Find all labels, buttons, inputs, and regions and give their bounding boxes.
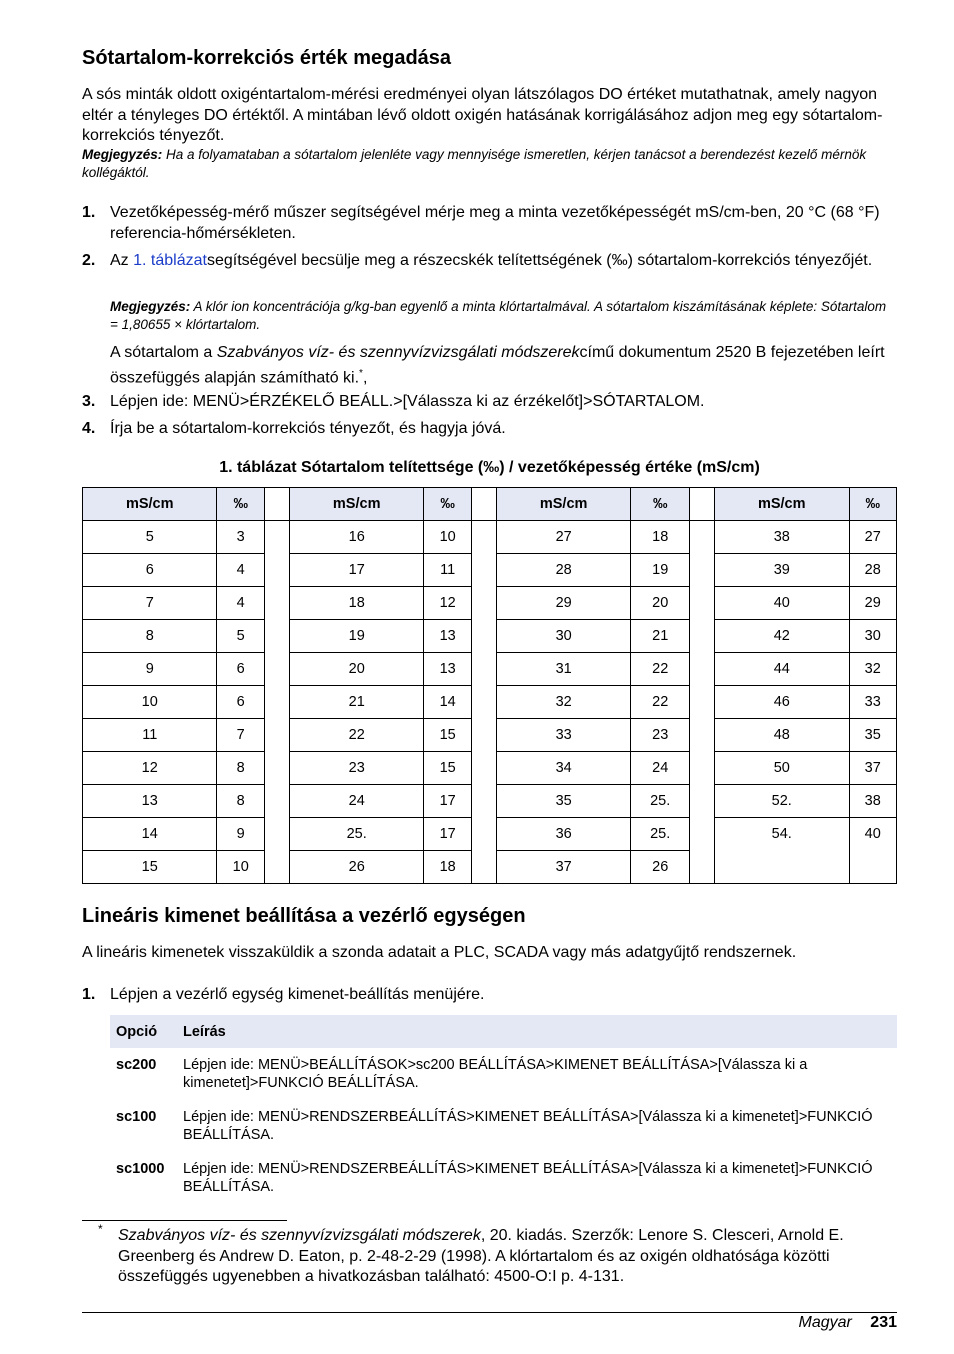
column-gap [690,653,715,686]
option-name: sc200 [116,1057,157,1073]
cell-ms: 23 [289,752,423,785]
column-gap [690,587,715,620]
cell-ms: 26 [289,851,423,884]
cell-permille: 19 [631,554,690,587]
step-2-note [110,298,897,334]
table-row [83,752,897,785]
column-gap [264,620,289,653]
cell-ms: 39 [715,554,849,587]
table-row [83,521,897,554]
cell-permille: 30 [849,620,897,653]
table-row [83,686,897,719]
cell-permille: 8 [217,785,264,818]
cell-permille: 15 [424,719,471,752]
linear-output-intro: A lineáris kimenetek visszaküldik a szonda adatait a PLC, SCADA vagy más adatgyűjtő rendszernek. [82,944,797,961]
cell-ms: 32 [496,686,630,719]
cell-ms: 16 [289,521,423,554]
cell-permille: 38 [849,785,897,818]
table-row [83,818,897,851]
cell-permille: 25. [631,785,690,818]
cell-ms: 28 [496,554,630,587]
cell-ms: 19 [289,620,423,653]
header-ms: mS/cm [496,488,630,521]
column-gap [690,620,715,653]
cell-ms: 7 [83,587,217,620]
cell-permille: 13 [424,620,471,653]
column-gap [690,785,715,818]
cell-permille: 8 [217,752,264,785]
cell-permille: 6 [217,686,264,719]
column-gap [690,554,715,587]
salinity-intro: A sós minták oldott oxigéntartalom-mérési eredményei olyan látszólagos DO értéket mutathatnak, amely nagyon eltér a tényleges DO értéktől. A mintában lévő oldott oxigén hatásának korrigálásához adjon meg egy sótartalom-korrekciós tényezőt. [82,86,883,144]
cell-permille: 9 [217,818,264,851]
cell-ms: 34 [496,752,630,785]
header-ms: mS/cm [289,488,423,521]
cell-permille: 20 [631,587,690,620]
column-gap [690,488,715,521]
column-gap [471,686,496,719]
cell-permille: 4 [217,554,264,587]
footnote-divider [82,1220,287,1221]
cell-permille: 21 [631,620,690,653]
cell-ms: 22 [289,719,423,752]
page-number: 231 [870,1314,897,1331]
column-gap [471,521,496,554]
column-gap [264,818,289,851]
footnote-text: , 20. kiadás. Szerzők: Lenore S. Clesceri, Arnold E. Greenberg és Andrew D. Eaton, p. 2-48-2-29 (1998). A klórtartalom és az oxigén oldhatósága közötti összefüggés ugyenebben a hivatkozásban található: 4500-O:I p. 4-131. [118,1227,844,1285]
step-number: 2. [82,252,96,269]
page-footer [798,1314,897,1332]
cell-ms: 13 [83,785,217,818]
option-name: sc100 [116,1109,157,1125]
header-permille: ‰ [849,488,897,521]
column-gap [690,686,715,719]
cell-permille: 22 [631,686,690,719]
cell-permille: 32 [849,653,897,686]
cell-permille: 33 [849,686,897,719]
column-gap [264,719,289,752]
cell-ms: 40 [715,587,849,620]
cell-ms: 21 [289,686,423,719]
column-gap [471,752,496,785]
cell-ms: 24 [289,785,423,818]
option-name: sc1000 [116,1161,165,1177]
cell-permille: 37 [849,752,897,785]
column-gap [690,851,715,884]
footnote-mark: * [98,1222,103,1236]
column-gap [264,521,289,554]
column-gap [471,488,496,521]
cell-permille: 18 [424,851,471,884]
table-row [83,653,897,686]
cell-ms: 42 [715,620,849,653]
step-2-paragraph [110,343,897,388]
cell-permille: 6 [217,653,264,686]
cell-ms: 14 [83,818,217,851]
cell-permille: 4 [217,587,264,620]
step-number: 3. [82,393,96,410]
cell-ms: 38 [715,521,849,554]
column-gap [471,719,496,752]
step-2-para-italic: Szabványos víz- és szennyvízvizsgálati módszerek [216,344,580,361]
header-option: Opció [110,1015,177,1048]
column-gap [471,587,496,620]
cell-permille: 5 [217,620,264,653]
column-gap [690,752,715,785]
step-2-para-end: , [362,368,368,386]
cell-ms: 20 [289,653,423,686]
table-1-caption: 1. táblázat Sótartalom telítettsége (‰) / vezetőképesség értéke (mS/cm) [219,459,760,476]
column-gap [471,785,496,818]
header-ms: mS/cm [715,488,849,521]
cell-permille: 22 [631,653,690,686]
cell-ms: 17 [289,554,423,587]
cell-ms: 48 [715,719,849,752]
column-gap [264,686,289,719]
column-gap [471,554,496,587]
step-number: 1. [82,986,96,1003]
section-title-salinity: Sótartalom-korrekciós érték megadása [82,47,452,69]
option-row-sc1000 [110,1152,897,1204]
cell-permille: 14 [424,686,471,719]
cell-permille: 17 [424,785,471,818]
note-text: Ha a folyamataban a sótartalom jelenléte vagy mennyisége ismeretlen, kérjen tanácsot a berendezést kezelő mérnök kollégáktól. [82,147,867,180]
cell-permille: 26 [631,851,690,884]
cell-ms [715,851,849,884]
step-2-para-post: című dokumentum 2520 B fejezetében leírt összefüggés alapján számítható ki. [110,344,885,386]
cell-ms: 33 [496,719,630,752]
footnote-italic: Szabványos víz- és szennyvízvizsgálati módszerek [118,1227,481,1244]
cell-ms: 52. [715,785,849,818]
cell-ms: 9 [83,653,217,686]
cell-ms: 8 [83,620,217,653]
cell-ms: 5 [83,521,217,554]
cell-ms: 18 [289,587,423,620]
cell-ms: 31 [496,653,630,686]
column-gap [471,851,496,884]
cell-permille: 15 [424,752,471,785]
cell-ms: 10 [83,686,217,719]
cell-ms: 29 [496,587,630,620]
step-2-post: segítségével becsülje meg a részecskék telítettségének (‰) sótartalom-korrekciós tényezőjét. [206,252,873,269]
table-row [83,554,897,587]
table-row [83,587,897,620]
cell-permille: 12 [424,587,471,620]
step-2-para-pre: A sótartalom a [110,344,217,361]
footnote-ref[interactable]: * [359,367,363,379]
note-text: A klór ion koncentrációja g/kg-ban egyenlő a minta klórtartalmával. A sótartalom kiszámításának képlete: Sótartalom = 1,80655 × klórtartalom. [110,299,887,332]
cell-ms: 37 [496,851,630,884]
header-permille: ‰ [217,488,264,521]
step-text [110,251,897,272]
column-gap [264,587,289,620]
cell-ms: 50 [715,752,849,785]
cell-ms: 12 [83,752,217,785]
cell-permille: 7 [217,719,264,752]
cell-permille: 11 [424,554,471,587]
cell-ms: 27 [496,521,630,554]
section-title-linear-output: Lineáris kimenet beállítása a vezérlő egységen [82,905,526,927]
cell-ms: 30 [496,620,630,653]
table-row [83,851,897,884]
column-gap [471,653,496,686]
option-description: Lépjen ide: MENÜ>RENDSZERBEÁLLÍTÁS>KIMENET BEÁLLÍTÁSA>[Válassza ki a kimenetet]>FUNKCIÓ BEÁLLÍTÁSA. [183,1161,873,1195]
option-row-sc100 [110,1100,897,1152]
header-ms: mS/cm [83,488,217,521]
footer-language: Magyar [798,1314,852,1331]
step-number: 1. [82,204,96,221]
column-gap [690,719,715,752]
cell-permille: 17 [424,818,471,851]
cell-permille [849,851,897,884]
cell-permille: 40 [849,818,897,851]
cell-ms: 35 [496,785,630,818]
option-row-sc200 [110,1048,897,1100]
footnote [118,1226,898,1288]
step-number: 4. [82,420,96,437]
column-gap [264,785,289,818]
header-description: Leírás [177,1015,897,1048]
cell-permille: 13 [424,653,471,686]
header-permille: ‰ [424,488,471,521]
cell-ms: 54. [715,818,849,851]
column-gap [264,851,289,884]
cell-ms: 6 [83,554,217,587]
option-description: Lépjen ide: MENÜ>BEÁLLÍTÁSOK>sc200 BEÁLLÍTÁSA>KIMENET BEÁLLÍTÁSA>[Válassza ki a kimenetet]>FUNKCIÓ BEÁLLÍTÁSA. [183,1057,808,1091]
column-gap [471,620,496,653]
cell-ms: 11 [83,719,217,752]
column-gap [690,521,715,554]
column-gap [264,752,289,785]
step-text: Vezetőképesség-mérő műszer segítségével mérje meg a minta vezetőképességét mS/cm-ben, 20 °C (68 °F) referencia-hőmérsékleten. [110,204,880,242]
note-label: Megjegyzés: [82,147,163,162]
table-1-link[interactable]: 1. táblázat [133,252,207,269]
cell-permille: 3 [217,521,264,554]
column-gap [264,488,289,521]
cell-permille: 23 [631,719,690,752]
salinity-note [82,146,897,182]
cell-ms: 15 [83,851,217,884]
options-header-row [110,1015,897,1048]
cell-permille: 10 [424,521,471,554]
table-row [83,620,897,653]
cell-ms: 36 [496,818,630,851]
column-gap [264,653,289,686]
cell-ms: 46 [715,686,849,719]
salinity-table [82,487,897,884]
header-permille: ‰ [631,488,690,521]
step-text: Lépjen a vezérlő egység kimenet-beállítás menüjére. [110,986,485,1003]
cell-ms: 44 [715,653,849,686]
table-row [83,719,897,752]
table-row [83,785,897,818]
cell-permille: 29 [849,587,897,620]
column-gap [690,818,715,851]
cell-permille: 35 [849,719,897,752]
step-text: Írja be a sótartalom-korrekciós tényezőt, és hagyja jóvá. [110,420,506,437]
column-gap [471,818,496,851]
options-table [110,1015,897,1204]
column-gap [264,554,289,587]
cell-permille: 28 [849,554,897,587]
footer-divider [82,1312,897,1313]
cell-permille: 10 [217,851,264,884]
cell-permille: 27 [849,521,897,554]
cell-permille: 24 [631,752,690,785]
step-2-pre: Az [110,252,134,269]
cell-permille: 18 [631,521,690,554]
cell-ms: 25. [289,818,423,851]
table-header-row [83,488,897,521]
option-description: Lépjen ide: MENÜ>RENDSZERBEÁLLÍTÁS>KIMENET BEÁLLÍTÁSA>[Válassza ki a kimenetet]>FUNKCIÓ BEÁLLÍTÁSA. [183,1109,873,1143]
step-text: Lépjen ide: MENÜ>ÉRZÉKELŐ BEÁLL.>[Válassza ki az érzékelőt]>SÓTARTALOM. [110,393,705,410]
cell-permille: 25. [631,818,690,851]
note-label: Megjegyzés: [110,299,191,314]
